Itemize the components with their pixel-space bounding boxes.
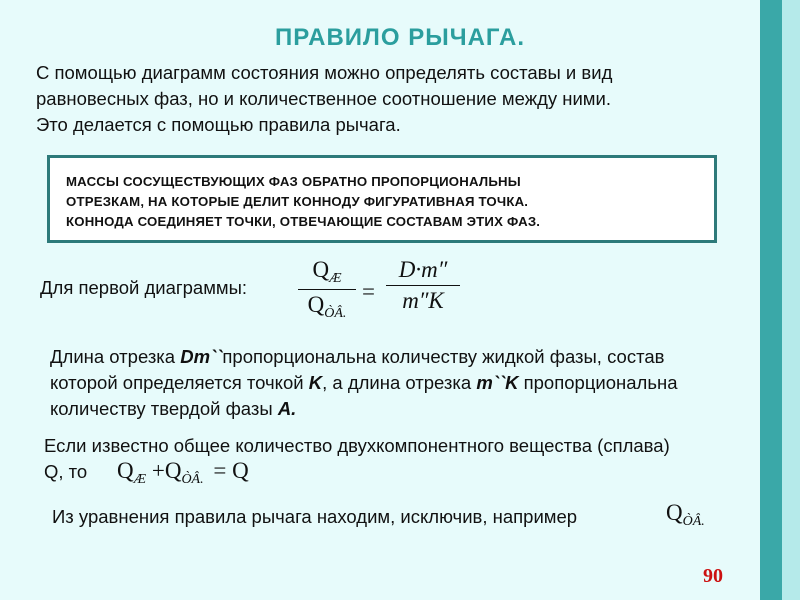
q-liquid-subscript: Æ	[329, 271, 342, 286]
intro-paragraph	[36, 60, 746, 138]
text: Q, то	[44, 461, 88, 482]
right-stripe-light	[782, 0, 800, 600]
fraction-bar	[298, 289, 356, 290]
text: пропорциональна количеству жидкой фазы, состав	[222, 346, 665, 367]
phase-label: A.	[277, 398, 297, 419]
intro-line: Это делается с помощью правила рычага.	[36, 114, 401, 135]
fraction-bar	[386, 285, 460, 286]
text: количеству твердой фазы	[50, 398, 278, 419]
right-stripe-dark	[760, 0, 782, 600]
q-solid: Q	[666, 500, 683, 525]
rule-line: МАССЫ СОСУЩЕСТВУЮЩИХ ФАЗ ОБРАТНО ПРОПОРЦИОНАЛЬНЫ	[66, 174, 521, 189]
conclusion-text: Из уравнения правила рычага находим, исключив, например	[52, 506, 578, 527]
intro-line: равновесных фаз, но и количественное соотношение между ними.	[36, 88, 611, 109]
first-diagram-label: Для первой диаграммы:	[40, 277, 248, 298]
text: Длина отрезка	[50, 346, 181, 367]
q-solid-subscript: ÒÂ.	[682, 514, 705, 529]
q-liquid: Q	[117, 458, 134, 483]
plus-sign: +	[151, 458, 165, 483]
equals-sign: =	[213, 458, 227, 483]
q-solid-subscript: ÒÂ.	[324, 306, 347, 321]
q-liquid: Q	[312, 257, 330, 282]
text: Если известно общее количество двухкомпонентного вещества (сплава)	[44, 435, 670, 456]
right-fraction	[386, 257, 460, 314]
q-solid-symbol	[666, 500, 705, 530]
q-liquid-subscript: Æ	[133, 472, 147, 487]
text: которой определяется точкой	[50, 372, 309, 393]
lever-rule-formula	[298, 257, 468, 337]
equals-sign: =	[362, 279, 375, 304]
rule-line: ОТРЕЗКАМ, НА КОТОРЫЕ ДЕЛИТ КОННОДУ ФИГУРАТИВНАЯ ТОЧКА.	[66, 194, 529, 209]
point-label: K	[308, 372, 323, 393]
segment-label: m``K	[476, 372, 519, 393]
slide-title: ПРАВИЛО РЫЧАГА.	[274, 24, 526, 51]
q-total: Q	[232, 458, 249, 483]
page-number: 90	[703, 565, 723, 587]
q-solid: Q	[164, 458, 182, 483]
segment-dm: D·m″	[398, 257, 448, 282]
segment-explanation	[50, 344, 750, 422]
text: пропорциональна	[518, 372, 678, 393]
rule-line: КОННОДА СОЕДИНЯЕТ ТОЧКИ, ОТВЕЧАЮЩИЕ СОСТАВАМ ЭТИХ ФАЗ.	[66, 214, 541, 229]
mass-balance-formula	[117, 458, 249, 488]
lever-rule-box	[47, 155, 717, 243]
q-solid: Q	[307, 292, 325, 317]
segment-label: Dm``	[180, 346, 223, 367]
intro-line: С помощью диаграмм состояния можно определять составы и вид	[36, 62, 613, 83]
text: , а длина отрезка	[322, 372, 477, 393]
left-fraction	[298, 257, 356, 322]
segment-mk: m″K	[402, 288, 444, 313]
q-solid-subscript: ÒÂ.	[181, 472, 204, 487]
